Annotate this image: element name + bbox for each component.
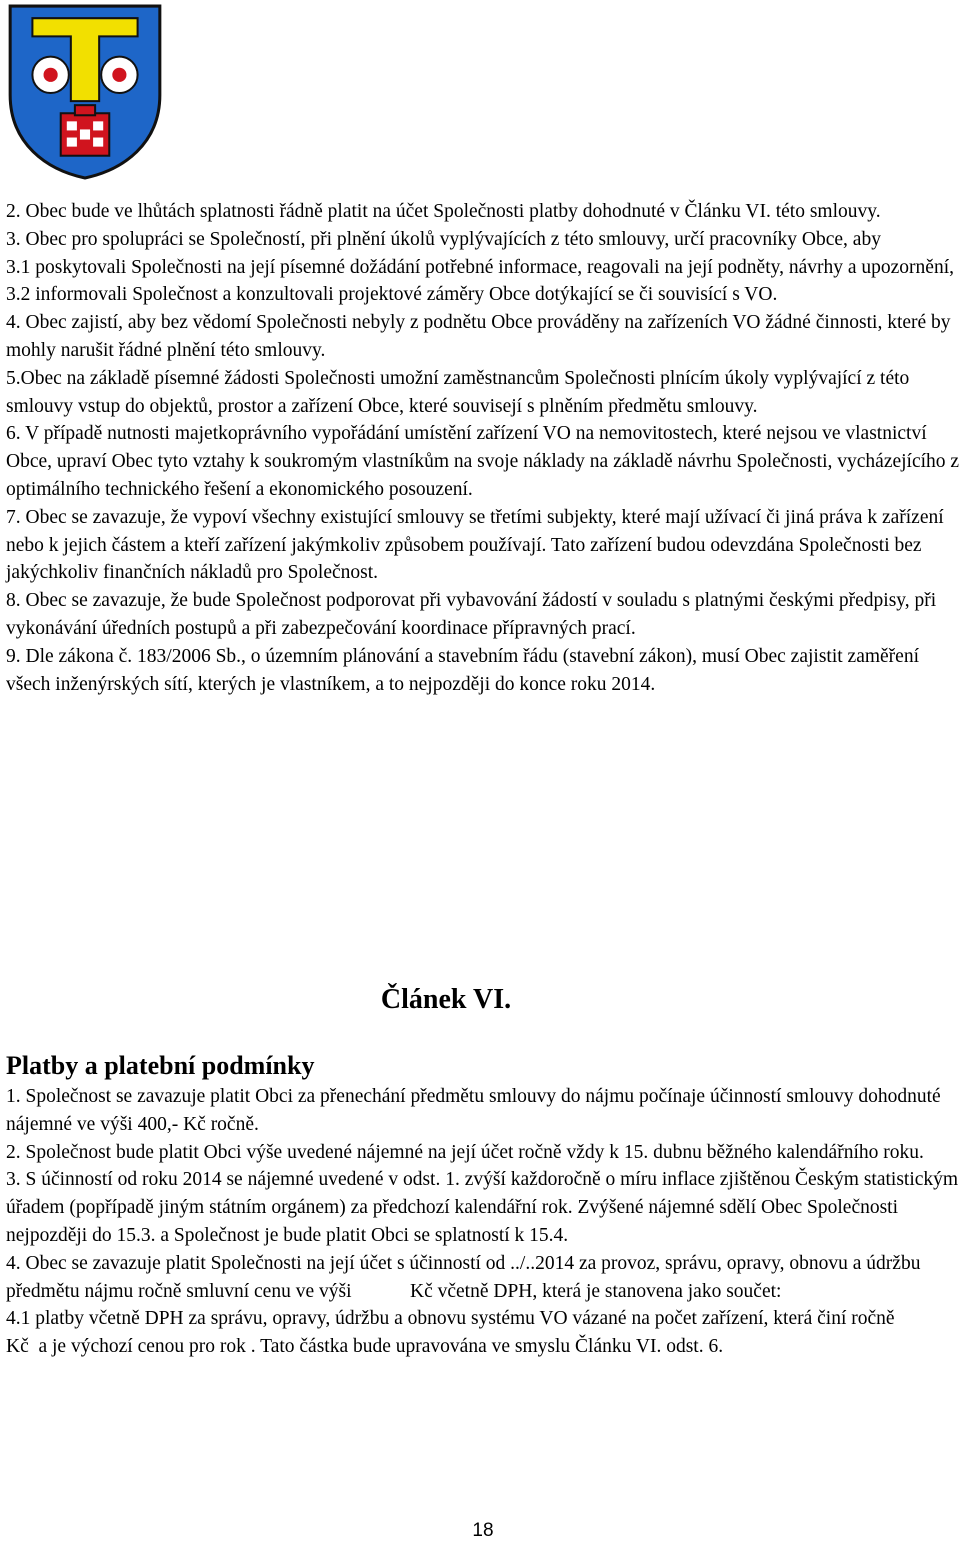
paragraph: 3.1 poskytovali Společnosti na její písemné dožádání potřebné informace, reagovali na její podněty, návrhy a upozornění, (6, 256, 954, 278)
paragraph: 3. Obec pro spolupráci se Společností, při plnění úkolů vyplývajících z této smlouvy, určí pracovníky Obce, aby (6, 228, 881, 250)
paragraph: 4. Obec zajistí, aby bez vědomí Společnosti nebyly z podnětu Obce prováděny na zařízeních VO žádné činnosti, které by mohly narušit řádné plnění této smlouvy. (6, 312, 951, 361)
paragraph: 3. S účinností od roku 2014 se nájemné uvedené v odst. 1. zvýší každoročně o míru inflace zjištěnou Českým statistickým úřadem (popřípadě jiným státním orgánem) za předchozí kalendářní rok. Zvýšené nájemné sdělí Obec Společnosti nejpozději do 15.3. a Společnost je bude platit Obci se splatností k 15.4. (6, 1169, 959, 1246)
paragraph: 9. Dle zákona č. 183/2006 Sb., o územním plánování a stavebním řádu (stavební zákon), musí Obec zajistit zaměření všech inženýrských sítí, kterých je vlastníkem, a to nejpozději do konce roku 2014. (6, 645, 919, 695)
paragraph: 4.1 platby včetně DPH za správu, opravy, údržbu a obnovu systému VO vázané na počet zařízení, která činí ročně Kč a je výchozí cenou pro rok . Tato částka bude upravována ve smyslu Článku VI. odst. 6. (6, 1308, 939, 1358)
paragraph: 8. Obec se zavazuje, že bude Společnost podporovat při vybavování žádostí v souladu s platnými českými předpisy, při vykonávání úředních postupů a při zabezpečování koordinace přípravných prací. (6, 590, 937, 639)
paragraph: 1. Společnost se zavazuje platit Obci za přenechání předmětu smlouvy do nájmu počínaje účinností smlouvy dohodnuté nájemné ve výši 400,- Kč ročně. (6, 1086, 941, 1135)
municipal-coat-of-arms-icon (4, 2, 166, 180)
obligations-section (6, 198, 960, 698)
paragraph: 4. Obec se zavazuje platit Společnosti na její účet s účinností od ../..2014 za provoz, správu, opravy, obnovu a údržbu předmětu nájmu ročně smluvní cenu ve výši Kč včetně DPH, která je stanovena jako součet: (6, 1252, 926, 1302)
paragraph: 6. V případě nutnosti majetkoprávního vypořádání umístění zařízení VO na nemovitostech, které nejsou ve vlastnictví Obce, upraví Obec tyto vztahy k soukromým vlastníkům na svoje náklady na základě návrhu Společnosti, vycházejícího z optimálního technického řešení a ekonomického posouzení. (6, 423, 960, 500)
paragraph: 2. Společnost bude platit Obci výše uvedené nájemné na její účet ročně vždy k 15. dubnu běžného kalendářního roku. (6, 1141, 924, 1163)
paragraph: 3.2 informovali Společnost a konzultovali projektové záměry Obce dotýkající se či souvisící s VO. (6, 284, 778, 306)
page-number: 18 (472, 1520, 494, 1541)
paragraph: 5.Obec na základě písemné žádosti Společnosti umožní zaměstnancům Společnosti plnícím úkoly vyplývající z této smlouvy vstup do objektů, prostor a zařízení Obce, které souvisejí s plněním předmětu smlouvy. (6, 367, 910, 417)
article-subtitle: Platby a platební podmínky (6, 1051, 315, 1080)
article-title: Článek VI. (380, 984, 512, 1015)
paragraph: 2. Obec bude ve lhůtách splatnosti řádně platit na účet Společnosti platby dohodnuté v Článku VI. této smlouvy. (6, 201, 881, 222)
paragraph: 7. Obec se zavazuje, že vypoví všechny existující smlouvy se třetími subjekty, které mají užívací či jiná práva k zařízení nebo k jejich částem a kteří zařízení jakýmkoliv způsobem používají. Tato zařízení budou odevzdána Společnosti bez jakýchkoliv finančních nákladů pro Společnost. (6, 506, 944, 584)
payments-section (6, 1083, 960, 1361)
